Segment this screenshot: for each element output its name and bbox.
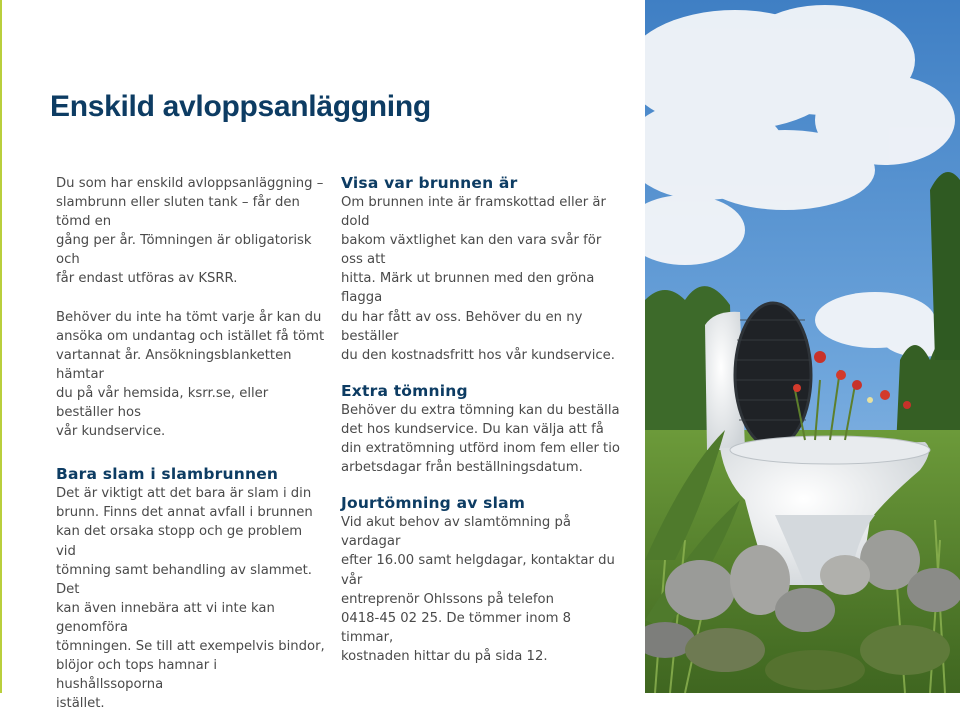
section-body-only-sludge: Det är viktigt att det bara är slam i din brunn. Finns det annat avfall i brunnen kan det orsaka stopp och ge problem vid tömning samt behandling av slammet. Det kan även innebära att vi inte kan genomföra tömningen. Se till att exempelvis bindor, blöjor och tops hamnar i hushållssoporna istället. <box>56 486 325 712</box>
page-title: Enskild avloppsanläggning <box>50 90 431 123</box>
page-edge-stripe <box>0 0 2 693</box>
section-body-show-well: Om brunnen inte är framskottad eller är dold bakom växtlighet kan den vara svår för oss att hitta. Märk ut brunnen med den gröna flagga du har fått av oss. Behöver du en ny beställer du den kostnadsfritt hos vår kundservice. <box>341 195 615 363</box>
toilet-planter-photo <box>645 0 960 693</box>
section-body-extra-emptying: Behöver du extra tömning kan du beställa det hos kundservice. Du kan välja att få din extratömning utförd inom fem eller tio arbetsdagar från beställningsdatum. <box>341 402 620 476</box>
section-heading-extra-emptying: Extra tömning <box>341 381 468 400</box>
section-heading-emergency-emptying: Jourtömning av slam <box>341 494 526 513</box>
section-body-emergency-emptying: Vid akut behov av slamtömning på vardagar efter 16.00 samt helgdagar, kontaktar du vår entreprenör Ohlssons på telefon 0418-45 02 25. De tömmer inom 8 timmar, kostnaden hittar du på sida 12. <box>341 515 615 664</box>
intro-paragraph: Du som har enskild avloppsanläggning – slambrunn eller sluten tank – får den tömd en gång per år. Tömningen är obligatorisk och får endast utföras av KSRR. <box>56 176 324 287</box>
exemption-paragraph: Behöver du inte ha tömt varje år kan du ansöka om undantag och istället få tömt vartannat år. Ansökningsblanketten hämtar du på vår hemsida, ksrr.se, eller beställer hos vår kundservice. <box>56 309 325 440</box>
section-heading-show-well: Visa var brunnen är <box>341 174 518 192</box>
section-heading-only-sludge: Bara slam i slambrunnen <box>56 465 279 484</box>
right-column <box>341 174 626 666</box>
left-column <box>56 174 326 713</box>
